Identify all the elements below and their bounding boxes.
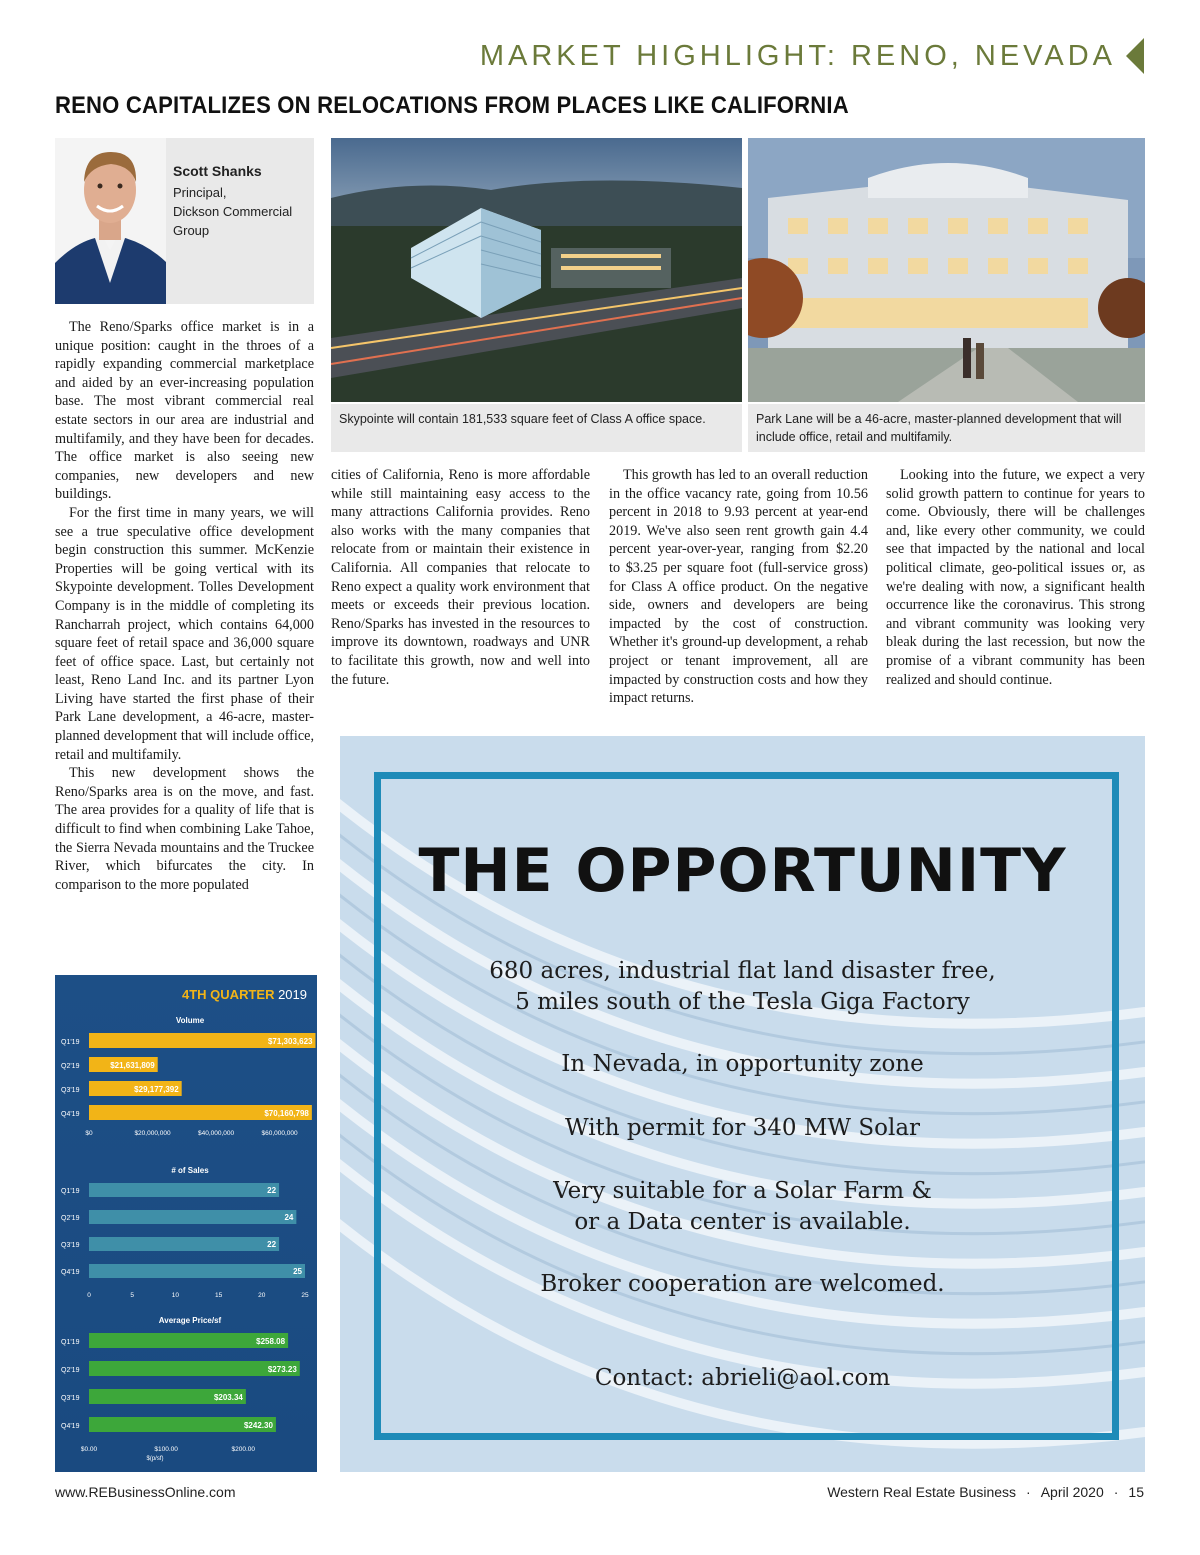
ad-line-6: or a Data center is available. bbox=[574, 1209, 911, 1235]
park-lane-photo bbox=[748, 138, 1145, 402]
paragraph: The Reno/Sparks office market is in a unique position: caught in the throes of a rapidly expanding commercial marketplace and aided by an ever-increasing population base. The most vibrant commercial real estate sectors in our area are industrial and multifamily, and they have been for decades. The office market is also seeing new companies, new developers and new buildings. bbox=[55, 319, 314, 503]
category-label: Q2'19 bbox=[61, 1063, 80, 1070]
tick-label: 10 bbox=[171, 1292, 180, 1299]
footer-website[interactable]: www.REBusinessOnline.com bbox=[55, 1484, 236, 1500]
author-company-line2: Group bbox=[173, 223, 210, 238]
paragraph: Looking into the future, we expect a very solid growth pattern to continue for years to come. Obviously, there will be challenges and, like every other community, we could see that impacted by the national and local political climate, geo-political issues or, as we're dealing with now, a significant health occurrence like the coronavirus. This strong and vibrant community was looking very bleak during the last recession, but now the promise of a vibrant community has been realized and should continue. bbox=[886, 467, 1145, 688]
footer-date: April 2020 bbox=[1040, 1484, 1104, 1500]
data-label: $29,177,392 bbox=[134, 1085, 179, 1094]
article-column-1 bbox=[55, 318, 314, 894]
article-column-3 bbox=[609, 466, 868, 708]
author-company-line1: Dickson Commercial bbox=[173, 204, 293, 219]
ad-line-5: Very suitable for a Solar Farm & bbox=[553, 1178, 932, 1204]
bar bbox=[89, 1210, 296, 1224]
category-label: Q1'19 bbox=[61, 1339, 80, 1346]
ad-line-3: In Nevada, in opportunity zone bbox=[561, 1051, 924, 1077]
data-label: $258.08 bbox=[256, 1337, 286, 1346]
section-title: MARKET HIGHLIGHT: RENO, NEVADA bbox=[479, 39, 1116, 72]
ad-title: THE OPPORTUNITY bbox=[418, 836, 1067, 906]
separator-dot: · bbox=[1026, 1484, 1031, 1500]
skypointe-photo bbox=[331, 138, 742, 402]
footer-page-number: 15 bbox=[1128, 1484, 1144, 1500]
category-label: Q1'19 bbox=[61, 1188, 80, 1195]
author-photo bbox=[55, 138, 166, 304]
tick-label: $0.00 bbox=[80, 1446, 98, 1453]
skypointe-caption: Skypointe will contain 181,533 square feet of Class A office space. bbox=[331, 404, 742, 452]
tick-label: $20,000,000 bbox=[134, 1130, 171, 1137]
infographic-title-year: 2019 bbox=[278, 987, 307, 1002]
infographic-chart bbox=[55, 975, 317, 1472]
ad-line-2: 5 miles south of the Tesla Giga Factory bbox=[515, 989, 970, 1015]
article-column-2 bbox=[331, 466, 590, 689]
ad-line-4: With permit for 340 MW Solar bbox=[564, 1115, 921, 1141]
category-label: Q4'19 bbox=[61, 1111, 80, 1118]
tick-label: 25 bbox=[301, 1292, 309, 1299]
ad-contact-email[interactable]: Contact: abrieli@aol.com bbox=[594, 1365, 891, 1391]
footer-publication-info bbox=[827, 1484, 1144, 1500]
infographic-title-quarter: 4TH QUARTER bbox=[182, 987, 279, 1002]
tick-label: $200.00 bbox=[231, 1446, 256, 1453]
tick-label: $0 bbox=[85, 1130, 93, 1137]
article-column-4 bbox=[886, 466, 1145, 689]
chart-subtitle: Volume bbox=[175, 1016, 205, 1025]
data-label: 22 bbox=[267, 1240, 277, 1249]
category-label: Q4'19 bbox=[61, 1423, 80, 1430]
paragraph: cities of California, Reno is more affordable while still maintaining easy access to the many attractions California provides. Reno also works with the many companies that relocate from or maintain their existence in California. All companies that relocate to Reno expect a quality work environment that meets or exceeds their previous location. Reno/Sparks has invested in the resources to improve its downtown, roadways and UNR to facilitate this growth, now and well into the future. bbox=[331, 467, 590, 688]
author-box bbox=[55, 138, 314, 304]
chart-subtitle: Average Price/sf bbox=[158, 1316, 222, 1325]
ad-line-1: 680 acres, industrial flat land disaster free, bbox=[489, 958, 996, 984]
category-label: Q2'19 bbox=[61, 1367, 80, 1374]
chart-subtitle: # of Sales bbox=[171, 1166, 209, 1175]
footer-publication: Western Real Estate Business bbox=[827, 1484, 1017, 1500]
paragraph: For the first time in many years, we will see a true speculative office development begin construction this summer. McKenzie Properties will be going vertical with its Skypointe development. Tolles Development Company is in the middle of completing its Rancharrah project, which contains 64,000 square feet of retail space and 36,000 square feet of office space. Last, but certainly not least, Reno Land Inc. and its partner Lyon Living have started the first phase of their Park Lane development, a 46-acre, master-planned development that will include office, retail and multifamily. bbox=[55, 504, 314, 763]
quarterly-infographic bbox=[55, 975, 317, 1472]
tick-label: 20 bbox=[258, 1292, 266, 1299]
section-banner bbox=[480, 38, 1144, 74]
category-label: Q2'19 bbox=[61, 1215, 80, 1222]
tick-label: $40,000,000 bbox=[197, 1130, 235, 1137]
bar bbox=[89, 1237, 279, 1251]
data-label: 22 bbox=[267, 1186, 277, 1195]
bar bbox=[89, 1183, 279, 1197]
park-lane-caption: Park Lane will be a 46-acre, master-planned development that will include office, retail and multifamily. bbox=[748, 404, 1145, 452]
data-label: $21,631,809 bbox=[110, 1061, 155, 1070]
data-label: 24 bbox=[284, 1213, 294, 1222]
data-label: $242.30 bbox=[243, 1421, 273, 1430]
opportunity-advertisement bbox=[340, 736, 1145, 1472]
author-name: Scott Shanks bbox=[173, 163, 262, 179]
tick-label: 15 bbox=[214, 1292, 223, 1299]
category-label: Q3'19 bbox=[61, 1242, 80, 1249]
ad-line-7: Broker cooperation are welcomed. bbox=[540, 1271, 945, 1297]
paragraph: This growth has led to an overall reduction in the office vacancy rate, going from 10.56 percent in 2018 to 9.93 percent at year-end 2019. We've also seen rent growth gain 4.4 percent year-over-year, ranging from $2.20 to $3.25 per square foot (full-service gross) for Class A office product. On the negative side, owners and developers are being impacted by the cost of construction. Whether it's ground-up development, a rehab project or tenant improvement, all are impacted by construction costs and how they impact returns. bbox=[609, 467, 868, 707]
tick-label: $60,000,000 bbox=[261, 1130, 298, 1137]
category-label: Q4'19 bbox=[61, 1269, 80, 1276]
paragraph: This new development shows the Reno/Sparks area is on the move, and fast. The area provides for a quality of life that is difficult to find when combining Lake Tahoe, the Sierra Nevada mountains and the Truckee River, which bifurcates the city. In comparison to the more populated bbox=[55, 765, 314, 893]
data-label: $71,303,623 bbox=[267, 1037, 313, 1046]
axis-label: $(p/sf) bbox=[146, 1456, 164, 1462]
tick-label: 5 bbox=[130, 1292, 135, 1299]
data-label: $203.34 bbox=[213, 1393, 243, 1402]
bar bbox=[89, 1264, 305, 1278]
category-label: Q3'19 bbox=[61, 1087, 80, 1094]
author-title: Principal, bbox=[173, 185, 227, 200]
infographic-title bbox=[182, 987, 307, 1002]
banner-arrow-icon bbox=[1126, 38, 1144, 74]
category-label: Q3'19 bbox=[61, 1395, 80, 1402]
author-info bbox=[173, 162, 292, 240]
tick-label: $100.00 bbox=[154, 1446, 178, 1453]
data-label: $273.23 bbox=[267, 1365, 297, 1374]
tick-label: 0 bbox=[87, 1292, 91, 1299]
data-label: 25 bbox=[293, 1267, 302, 1276]
data-label: $70,160,798 bbox=[264, 1109, 309, 1118]
article-headline: RENO CAPITALIZES ON RELOCATIONS FROM PLACES LIKE CALIFORNIA bbox=[55, 92, 849, 119]
separator-dot: · bbox=[1113, 1484, 1119, 1500]
category-label: Q1'19 bbox=[61, 1039, 80, 1046]
